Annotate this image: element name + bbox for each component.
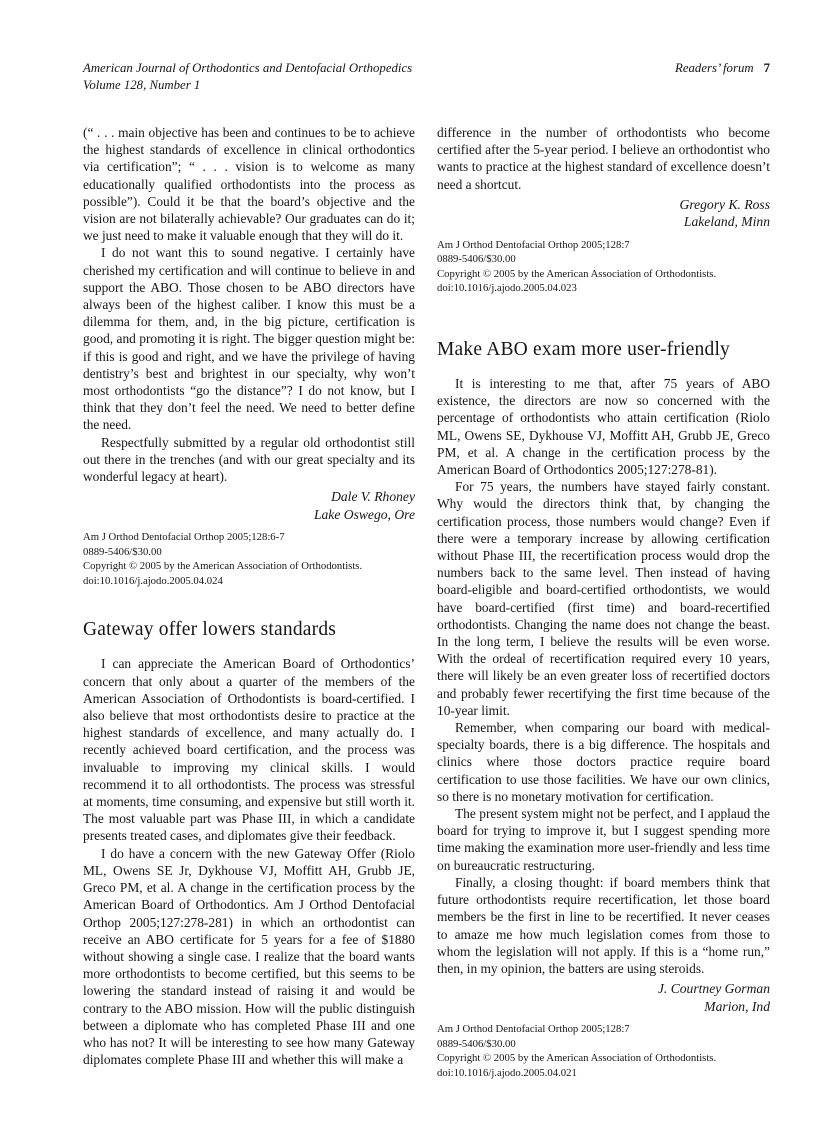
letter3-paragraph: It is interesting to me that, after 75 years of ABO existence, the directors are now so concerned with the percentage of orthodontists who attain certification (Riolo ML, Owens SE, Dykhouse VJ, Moffitt AH, Grubb JE, Greco PM, et al. A change in the certification process by the American Board of Orthodontics 2005;127:278-81). bbox=[437, 376, 770, 478]
copyright-line: Copyright © 2005 by the American Association of Orthodontists. bbox=[83, 560, 363, 573]
letter3-paragraph: Finally, a closing thought: if board members think that future orthodontists require recertification, let those board members be the first in line to be recertified. It never ceases to amaze me how much legislation comes from those to whom the legislation will not apply. If this is a “home run,” then, in my opinion, the batters are using steroids. bbox=[437, 874, 770, 976]
copyright-line: Copyright © 2005 by the American Association of Orthodontists. bbox=[437, 267, 717, 280]
citation-block bbox=[437, 1022, 770, 1080]
letter3-paragraph: Remember, when comparing our board with medical-specialty boards, there is a big difference. The hospitals and clinics where those doctors practice require board certification to use those facilities. We have our own clinics, so there is no monetary motivation for certification. bbox=[437, 720, 770, 804]
letter1-paragraph: I do not want this to sound negative. I certainly have cherished my certification and will continue to believe in and support the ABO. Those chosen to be ABO directors have always been of the highest caliber. I know this must be a dilemma for them, and, in the big picture, certification is good, and promoting it is right. The bigger question might be: if this is good and right, and we have the privilege of having dentistry’s best and brightest in our specialty, why won’t most orthodontists “go the distance”? I do not know, but I think that they don’t feel the need. We need to better define the need. bbox=[83, 245, 415, 433]
journal-title: American Journal of Orthodontics and Dentofacial Orthopedics bbox=[83, 61, 413, 75]
section-label: Readers’ forum bbox=[675, 61, 754, 75]
copyright-line: Copyright © 2005 by the American Association of Orthodontists. bbox=[437, 1052, 717, 1065]
letter1-paragraph: Respectfully submitted by a regular old orthodontist still out there in the trenches (and with our great specialty and its wonderful legacy at heart). bbox=[83, 434, 415, 485]
letter2-title: Gateway offer lowers standards bbox=[83, 619, 337, 641]
issn-line: 0889-5406/$30.00 bbox=[83, 545, 162, 558]
right-column bbox=[437, 124, 770, 1080]
citation-line: Am J Orthod Dentofacial Orthop 2005;128:7 bbox=[437, 1022, 630, 1035]
citation-line: Am J Orthod Dentofacial Orthop 2005;128:6-7 bbox=[83, 531, 285, 544]
doi-line: doi:10.1016/j.ajodo.2005.04.021 bbox=[437, 1066, 577, 1079]
author-signature bbox=[437, 196, 770, 231]
journal-identification bbox=[83, 60, 412, 93]
author-name: Dale V. Rhoney bbox=[331, 489, 415, 505]
page-header bbox=[83, 60, 770, 93]
author-name: J. Courtney Gorman bbox=[657, 981, 770, 997]
doi-line: doi:10.1016/j.ajodo.2005.04.024 bbox=[83, 574, 223, 587]
citation-block bbox=[83, 530, 415, 588]
author-location: Lake Oswego, Ore bbox=[313, 506, 415, 522]
letter2-continuation-paragraph: difference in the number of orthodontists who become certified after the 5-year period. I believe an orthodontist who wants to practice at the highest standard of excellence doesn’t need a shortcut. bbox=[437, 125, 770, 192]
author-signature bbox=[437, 980, 770, 1015]
letter3-paragraph: For 75 years, the numbers have stayed fairly constant. Why would the directors think that, by changing the certification process, those numbers would change? Even if there were a temporary increase by allowing certification without Phase III, the recertification process would drop the numbers back to the same level. Then instead of having board-eligible and board-certified orthodontists, we would have board-certified (first time) and board-recertified orthodontists. Changing the name does not change the beast. In the long term, I believe the results will be even worse. With the ordeal of recertification required every 10 years, there will likely be an even greater loss of recertified doctors and probably fewer recertifying the first time because of the 10-year limit. bbox=[437, 479, 770, 718]
author-name: Gregory K. Ross bbox=[679, 196, 770, 212]
left-column bbox=[83, 124, 415, 1080]
letter3-title: Make ABO exam more user-friendly bbox=[437, 339, 731, 360]
two-column-body bbox=[83, 124, 770, 1080]
volume-line: Volume 128, Number 1 bbox=[83, 77, 201, 92]
author-location: Lakeland, Minn bbox=[683, 214, 770, 230]
letter1-continuation-paragraph: (“ . . . main objective has been and continues to be to achieve the highest standards of excellence in clinical orthodontics via certification”; “ . . . vision is to welcome as many educationally qualified orthodontists into the process as possible”). Could it be that the board’s objective and the vision are not bilaterally achievable? Our graduates can do it; we just need to make it valuable enough that they will do it. bbox=[83, 125, 415, 244]
letter3-paragraph: The present system might not be perfect, and I applaud the board for trying to improve it, but I suggest spending more time making the examination more user-friendly and less time on bureaucratic restructuring. bbox=[437, 806, 770, 873]
issn-line: 0889-5406/$30.00 bbox=[437, 1037, 516, 1050]
citation-block bbox=[437, 238, 770, 296]
author-signature bbox=[83, 488, 415, 523]
letter2-paragraph: I do have a concern with the new Gateway Offer (Riolo ML, Owens SE Jr, Dykhouse VJ, Moffitt AH, Grubb JE, Greco PM, et al. A change in the certification process by the American Board of Orthodontics. Am J Orthod Dentofacial Orthop 2005;127:278-281) in which an orthodontist can receive an ABO certificate for 5 years for a fee of $1880 without showing a single case. I realize that the board wants more orthodontists to become certified, but this seems to be lowering the standard instead of raising it and would be contrary to the ABO mission. How will the public distinguish between a diplomate who has completed Phase III and one who has not? It will be interesting to see how many Gateway diplomates complete Phase III and whether this will make a bbox=[83, 845, 415, 1068]
page-number: 7 bbox=[763, 61, 770, 75]
issn-line: 0889-5406/$30.00 bbox=[437, 253, 516, 266]
citation-line: Am J Orthod Dentofacial Orthop 2005;128:7 bbox=[437, 238, 630, 251]
running-head bbox=[675, 60, 770, 77]
doi-line: doi:10.1016/j.ajodo.2005.04.023 bbox=[437, 282, 577, 295]
author-location: Marion, Ind bbox=[704, 998, 770, 1014]
letter2-paragraph: I can appreciate the American Board of Orthodontics’ concern that only about a quarter of the members of the American Association of Orthodontists is board-certified. I also believe that most orthodontists desire to practice at the highest standards of excellence, and many actually do. I recently achieved board certification, and the process was invaluable to improving my clinical skills. I would recommend it to all orthodontists. The process was stressful at moments, time consuming, and expensive but still worth it. The most valuable part was Phase III, in which a candidate presents treated cases, and diplomates give their feedback. bbox=[83, 656, 415, 844]
